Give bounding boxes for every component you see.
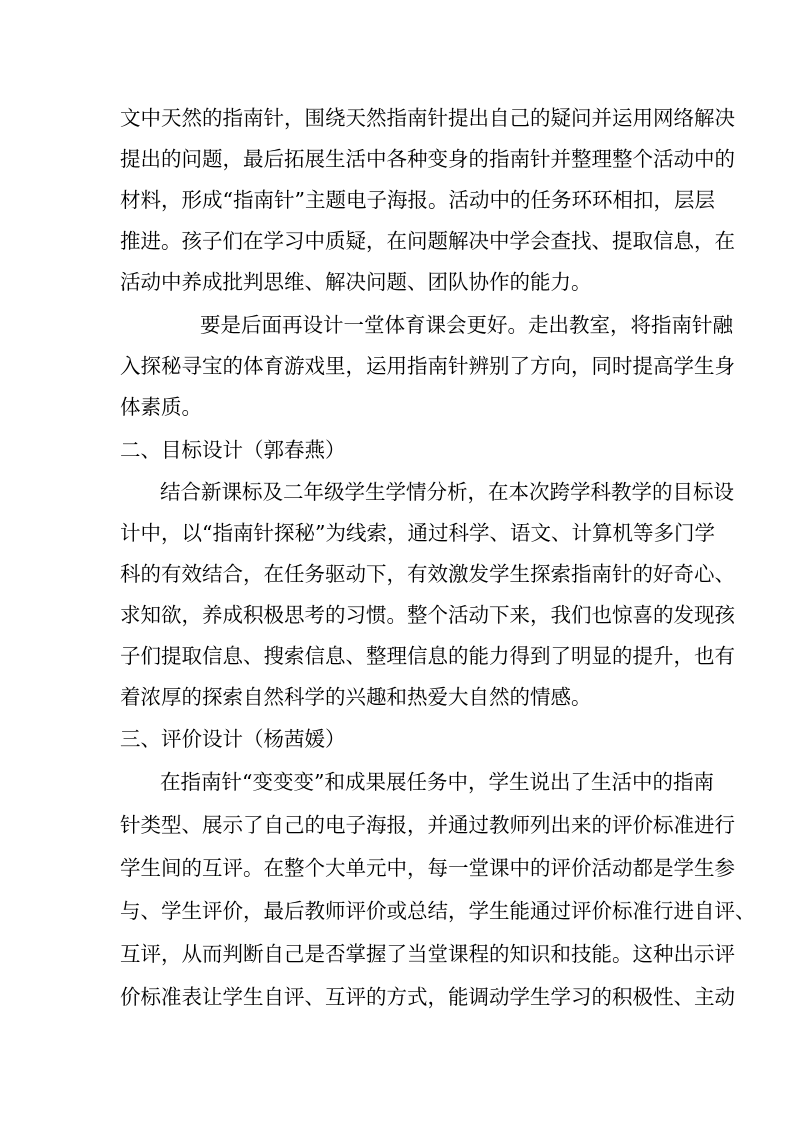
paragraph-1-line-1: 文中天然的指南针，围绕天然指南针提出自己的疑问并运用网络解决 [120, 106, 735, 130]
paragraph-1-line-4: 推进。孩子们在学习中质疑，在问题解决中学会查找、提取信息，在 [120, 229, 735, 253]
section-heading-goal-design: 二、目标设计（郭春燕） [120, 438, 346, 462]
section-heading-evaluation-design: 三、评价设计（杨茜媛） [120, 727, 346, 751]
paragraph-2-line-1: 要是后面再设计一堂体育课会更好。走出教室，将指南针融 [200, 313, 733, 337]
paragraph-4-line-3: 学生间的互评。在整个大单元中，每一堂课中的评价活动都是学生参 [120, 856, 735, 880]
paragraph-4-line-1: 在指南针“变变变”和成果展任务中，学生说出了生活中的指南 [160, 770, 714, 794]
paragraph-3-line-5: 子们提取信息、搜索信息、整理信息的能力得到了明显的提升，也有 [120, 644, 735, 668]
paragraph-3-line-3: 科的有效结合，在任务驱动下，有效激发学生探索指南针的好奇心、 [120, 562, 735, 586]
paragraph-2-line-3: 体素质。 [120, 395, 202, 419]
paragraph-4-line-5: 互评，从而判断自己是否掌握了当堂课程的知识和技能。这种出示评 [120, 942, 735, 966]
paragraph-4-line-4: 与、学生评价，最后教师评价或总结，学生能通过评价标准行进自评、 [120, 899, 756, 923]
paragraph-4-line-6: 价标准表让学生自评、互评的方式，能调动学生学习的积极性、主动 [120, 985, 735, 1009]
paragraph-4-line-2: 针类型、展示了自己的电子海报，并通过教师列出来的评价标准进行 [120, 813, 735, 837]
paragraph-3-line-4: 求知欲，养成积极思考的习惯。整个活动下来，我们也惊喜的发现孩 [120, 603, 735, 627]
paragraph-2-line-2: 入探秘寻宝的体育游戏里，运用指南针辨别了方向，同时提高学生身 [120, 354, 735, 378]
paragraph-1-line-3: 材料，形成“指南针”主题电子海报。活动中的任务环环相扣，层层 [120, 188, 715, 212]
paragraph-3-line-1: 结合新课标及二年级学生学情分析，在本次跨学科教学的目标设 [160, 480, 734, 504]
paragraph-3-line-2: 计中，以“指南针探秘”为线索，通过科学、语文、计算机等多门学 [120, 521, 715, 545]
paragraph-1-line-5: 活动中养成批判思维、解决问题、团队协作的能力。 [120, 270, 592, 294]
paragraph-1-line-2: 提出的问题，最后拓展生活中各种变身的指南针并整理整个活动中的 [120, 147, 735, 171]
paragraph-3-line-6: 着浓厚的探索自然科学的兴趣和热爱大自然的情感。 [120, 685, 592, 709]
